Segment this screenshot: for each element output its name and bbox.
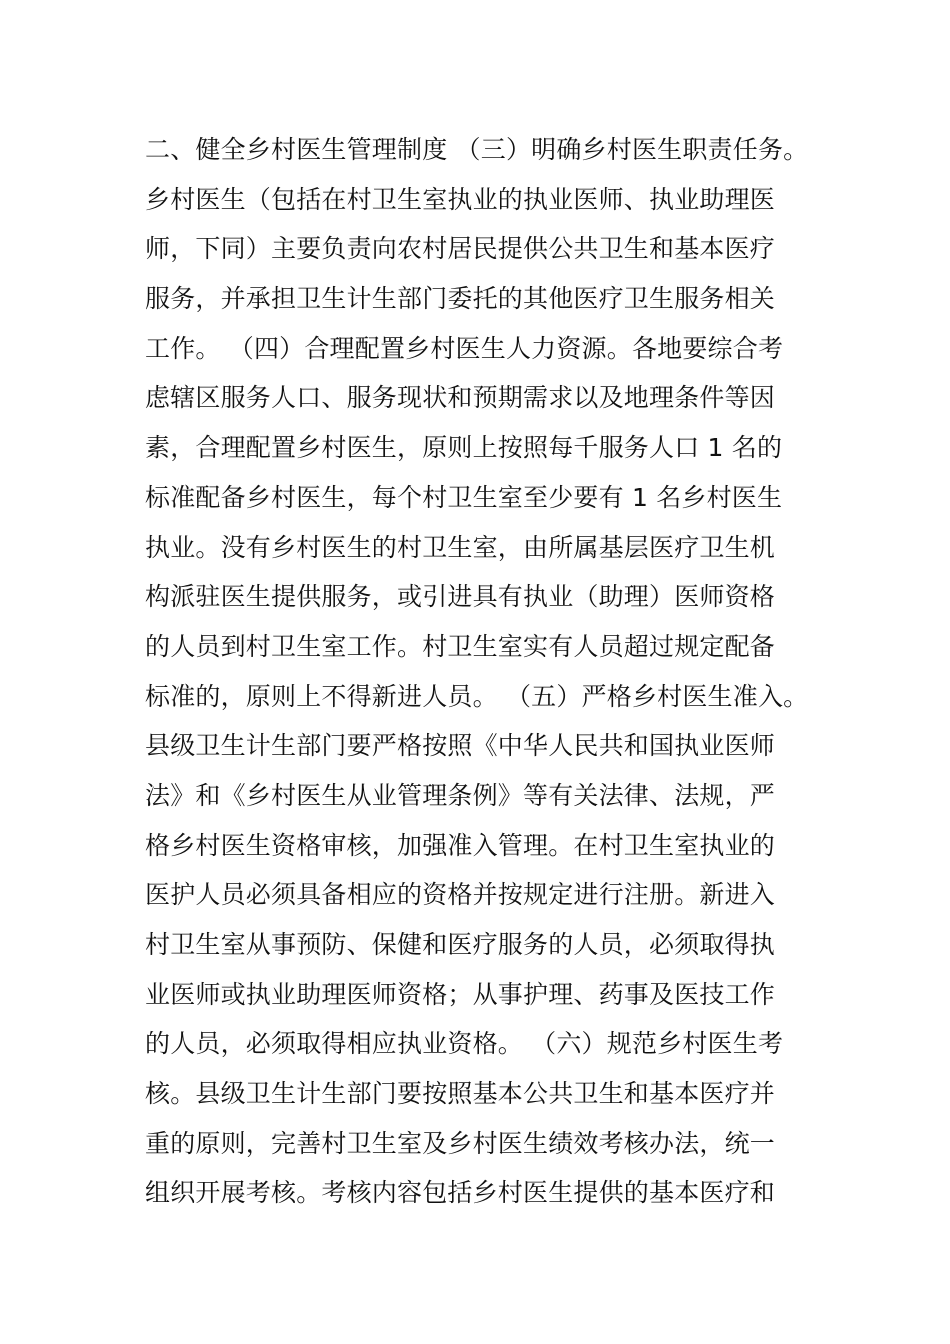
text-line: 师，下同）主要负责向农村居民提供公共卫生和基本医疗 [145, 234, 776, 264]
text-line: 素，合理配置乡村医生，原则上按照每千服务人口 1 名的 [145, 433, 783, 463]
text-line: 县级卫生计生部门要严格按照《中华人民共和国执业医师 [145, 731, 776, 761]
text-line: 标准的，原则上不得新进人员。 （五）严格乡村医生准入。 [145, 681, 809, 711]
text-line: 村卫生室从事预防、保健和医疗服务的人员，必须取得执 [145, 930, 776, 959]
text-line: 法》和《乡村医生从业管理条例》等有关法律、法规，严 [145, 780, 776, 810]
text-line: 构派驻医生提供服务，或引进具有执业（助理）医师资格 [145, 582, 776, 612]
text-line: 标准配备乡村医生，每个村卫生室至少要有 1 名乡村医生 [145, 482, 783, 512]
text-line: 工作。 （四）合理配置乡村医生人力资源。各地要综合考 [145, 333, 784, 363]
text-line: 虑辖区服务人口、服务现状和预期需求以及地理条件等因 [145, 383, 776, 413]
text-line: 核。县级卫生计生部门要按照基本公共卫生和基本医疗并 [145, 1079, 776, 1109]
body-text [145, 125, 815, 1218]
text-line: 服务，并承担卫生计生部门委托的其他医疗卫生服务相关 [145, 284, 776, 314]
text-line: 执业。没有乡村医生的村卫生室，由所属基层医疗卫生机 [145, 532, 776, 562]
text-line: 格乡村医生资格审核，加强准入管理。在村卫生室执业的 [145, 830, 776, 860]
text-line: 的人员到村卫生室工作。村卫生室实有人员超过规定配备 [145, 631, 776, 661]
text-line: 医护人员必须具备相应的资格并按规定进行注册。新进入 [145, 880, 776, 910]
text-line: 组织开展考核。考核内容包括乡村医生提供的基本医疗和 [145, 1178, 776, 1208]
text-line: 二、健全乡村医生管理制度 （三）明确乡村医生职责任务。 [145, 135, 809, 164]
text-line: 的人员，必须取得相应执业资格。 （六）规范乡村医生考 [145, 1029, 784, 1059]
text-line: 重的原则，完善村卫生室及乡村医生绩效考核办法，统一 [145, 1128, 776, 1158]
text-line: 乡村医生（包括在村卫生室执业的执业医师、执业助理医 [145, 184, 776, 214]
text-line: 业医师或执业助理医师资格；从事护理、药事及医技工作 [145, 979, 776, 1009]
